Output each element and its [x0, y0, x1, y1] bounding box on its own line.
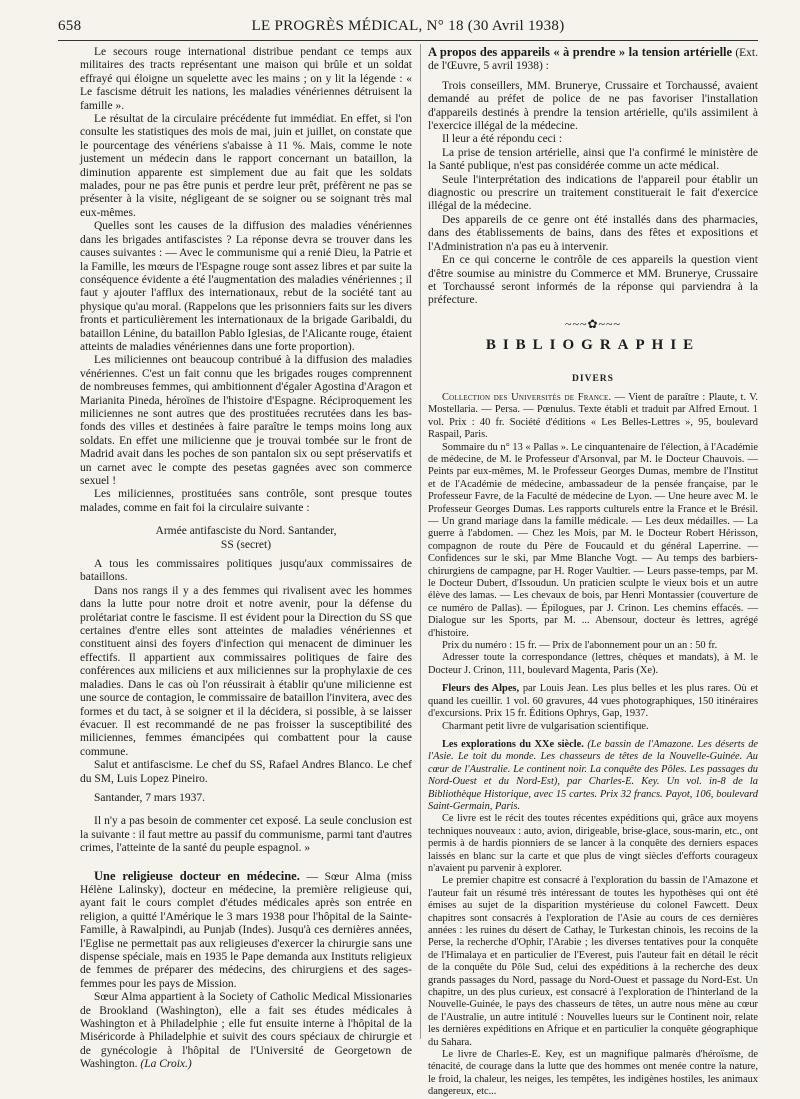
- paragraph: Le résultat de la circulaire précédente fut immédiat. En effet, si l'on consulte les statistiques des mois de mai, juin et juillet, on constate que le pourcentage des vénériens s'abaisse à 11 %. Mais, comme le note justement un médecin dans le rapport concernant un bataillon, la diminution apparente est simplement due au fait que les soldats malades, pour ne pas être punis et perdre leur prêt, préfèrent ne pas se présenter à la visite, négligeant de se soigner ou se soignant très mal eux-mêmes.: [80, 113, 412, 219]
- section-heading: BIBLIOGRAPHIE: [485, 337, 701, 354]
- bibliography-entry: Le premier chapitre est consacré à l'exploration du bassin de l'Amazone et l'auteur fait un résumé très intéressant de toutes les hypothèses qui ont été émises au sujet de la disparition mystérieuse du colonel Fawcett. Deux chapitres sont consacrés à l'exploration de l'Asie au cours de ces dernières années : les ruines du désert de Cathay, le Turkestan chinois, les recoins de la Perse, la recherche d'Ophir, l'Arabie ; les diverses tentatives pour la conquête de l'Himalaya et en particulier de l'Everest, puis l'auteur fait en détail le récit de la conquête du Pôle Sud, celui des expéditions à la recherche des deux grands passages du Nord, passage du Nord-Ouest et passage du Nord-Est. Un chapitre, un des plus curieux, est consacré à l'exploration de l'hinterland de la Nouvelle-Guinée, le pays des chasseurs de têtes, un autre nous mène au cœur de l'Australie, un autre intitulé : Nouvelles lueurs sur le Continent noir, relate les dernières expéditions en Afrique et en particulier la conquête géographique du Sahara.: [428, 875, 758, 1048]
- bibliography-entry: Adresser toute la correspondance (lettres, chèques et mandats), à M. le Docteur J. Crinon, 111, boulevard Magenta, Paris (Xe).: [428, 652, 758, 676]
- bibliography-entry: Charmant petit livre de vulgarisation scientifique.: [442, 720, 649, 732]
- right-column: [428, 46, 758, 1099]
- entry-text: — Vient de paraître : Plaute, t. V. Mostellaria. — Persa. — Pœnulus. Texte établi et traduit par Alfred Ernout. 1 vol. Prix : 40 fr. Société d'éditions « Les Belles-Lettres », 95, boulevard Raspail, Paris.: [428, 391, 758, 441]
- article-title: A propos des appareils « à prendre » la tension artérielle: [428, 45, 733, 59]
- paragraph: Il leur a été répondu ceci :: [442, 133, 563, 146]
- column-divider: [420, 44, 421, 1039]
- paragraph: Trois conseillers, MM. Brunerye, Crussaire et Torchaussé, avaient demandé au préfet de police de ne pas favoriser l'installation d'appareils destinés à prendre la tension artérielle, qu'ils assimilent à l'exercice illégal de la médecine.: [428, 79, 758, 133]
- section-ornament: ~~~✿~~~: [564, 316, 621, 331]
- article-tension: [428, 46, 758, 74]
- bibliography-entry: Ce livre est le récit des toutes récentes expéditions qui, grâce aux moyens techniques nouveaux : auto, avion, dirigeable, brise-glace, sous-marin, etc., ont permis à de hardis pionniers de se lancer à la conquête des derniers espaces laissés en blanc sur la carte et que plus de vingt siècles d'efforts courageux n'avaient pu parvenir à explorer.: [428, 813, 758, 874]
- bibliography-list: [428, 392, 758, 1099]
- signature-line: Salut et antifascisme. Le chef du SS, Rafael Andres Blanco. Le chef du SM, Luis Lopez Pineiro.: [80, 759, 412, 785]
- page-header: [58, 18, 758, 38]
- paragraph: La prise de tension artérielle, ainsi que l'a confirmé le ministère de la Santé publique, n'est pas considérée comme un acte médical.: [428, 146, 758, 173]
- bibliography-entry: Sommaire du n° 13 « Pallas ». Le cinquantenaire de l'élection, à l'Académie de médecine, de M. le Professeur d'Arsonval, par M. le Docteur Chauvois. — Peints par eux-mêmes, M. le Professeur Georges Dumas, membre de l'Institut et de l'Académie de médecine, ambassadeur de la pensée française, par le Professeur Favre, de la Faculté de médecine de Lyon. — Une heure avec M. le Professeur Georges Dumas. Les rapports culturels entre la France et le Brésil. — Un grand mariage dans la famille médicale. — Les deux médailles. — La guerre à l'abdomen. — Chez les Mois, par M. le Docteur Robert Hérisson, compagnon de route du Père de Foucauld et du général Laperrine. — Confidences sur le ski, par Mme Blanche Vogt. — Au temps des barbiers-chirurgiens de campagne, par H. Roger Vaultier. — Leurs passe-temps, par M. le Docteur Dubert, d'Issoudun. Un praticien sculpte le vieux bois et un autre élève des lamas. — Les chevaux de bois, par Henri Montassier (couverture de ce numéro de Pallas). — Épilogues, par J. Crinon. Les chemins effacés. — Dialogue sur les Sports, par M. ... Abensour, docteur ès lettres, agrégé d'histoire.: [428, 441, 758, 639]
- date-line: Santander, 7 mars 1937.: [94, 791, 206, 804]
- entry-lead: Collection des Universités de France.: [442, 391, 612, 403]
- paragraph: [80, 991, 412, 1071]
- paragraph: Des appareils de ce genre ont été installés dans des pharmacies, dans des établissements de bains, dans des fêtes et expositions et l'Administration n'a pas eu à intervenir.: [428, 213, 758, 253]
- article-source: (Ext. de l'Œuvre, 5 avril 1938) :: [428, 47, 758, 73]
- paragraph: En ce qui concerne le contrôle de ces appareils la question vient d'être soumise au ministre du Commerce et MM. Brunerye, Crussaire et Torchaussé seront informés de la réponse qui parviendra à la préfecture.: [428, 254, 758, 307]
- article-text: — Sœur Alma (miss Hélène Lalinsky), docteur en médecine, la première religieuse qui, ayant fait le cours complet d'études médicales après son entrée en religion, a quitté l'Amérique le 3 mars 1938 pour l'hôpital de la Sainte-Famille, à Rawalpindi, au Punjab (Indes). Jusqu'à ces dernières années, l'Eglise ne permettait pas aux religieuses d'exercer la chirurgie sans une dispense spéciale, mais en 1935 le Pape demanda aux Instituts religieux de femmes de préparer des médecins, des chirurgiens et des sages-femmes pour les pays de Mission.: [80, 870, 412, 990]
- paragraph: Seule l'interprétation des indications de l'appareil pour établir un diagnostic ou prescrire un traitement constituerait le fait d'exercice illégal de la médecine.: [428, 173, 758, 213]
- subsection-heading: DIVERS: [572, 373, 614, 384]
- left-column: [80, 46, 412, 1072]
- paragraph: Le secours rouge international distribue pendant ce temps aux militaires des tracts représentant une maison qui brûle et un soldat effrayé qui éloigne un squelette avec les mains ; on y lit la légende : « Le fascisme détruit les nations, les maladies vénériennes détruisent la famille ».: [80, 46, 412, 112]
- page-number: 658: [58, 18, 82, 34]
- paragraph: Quelles sont les causes de la diffusion des maladies vénériennes dans les brigades antifascistes ? La réponse devra se trouver dans les causes suivantes : — Avec le communisme qui a renié Dieu, la Patrie et la Famille, les mœurs de l'Espagne rouge sont assez libres et par suite la conséquence évidente a été l'augmentation des maladies vénériennes ; il faut y ajouter l'afflux des internationaux, rebut de la société tant au physique qu'au moral. (Rappelons que les prisonniers faits sur les divers fronts et particulièrement les internationaux de la brigade Garibaldi, du bataillon Lénine, du bataillon Pablo Iglesias, de l'Alicante rouge, étaient atteints de maladies vénériennes dans une forte proportion).: [80, 220, 412, 353]
- journal-title: LE PROGRÈS MÉDICAL, N° 18 (30 Avril 1938): [251, 18, 565, 34]
- article-title: Une religieuse docteur en médecine.: [94, 868, 300, 883]
- entry-lead: Fleurs des Alpes,: [442, 683, 520, 695]
- source-citation: (La Croix.): [140, 1058, 192, 1071]
- header-rule: [58, 40, 758, 41]
- bibliography-entry: Le livre de Charles-E. Key, est un magnifique palmarès d'héroïsme, de ténacité, de courage dans la lutte que des hommes ont menée contre la nature, le froid, la chaleur, les neiges, les tempêtes, les indigènes hostiles, les animaux dangereux, etc...: [428, 1049, 758, 1098]
- circular-subheading: SS (secret): [220, 538, 272, 551]
- entry-text: par Louis Jean. Les plus belles et les plus rares. Où et quand les cueillir. 1 vol. 60 gravures, 44 vues photographiques, 150 itinéraires d'excursions. Prix 15 fr. Éditions Ophrys, Gap, 1937.: [428, 683, 758, 720]
- paragraph: Les miliciennes ont beaucoup contribué à la diffusion des maladies vénériennes. C'est un fait connu que les brigades rouges comprennent de nombreuses femmes, qui ambitionnent d'égaler Agostina d'Aragon et Marianita Pineda, héroïnes de l'histoire d'Espagne. Réciproquement les miliciennes ne sont autres que des prostituées recrutées dans les bas-fonds des villes et destinées à faire paraître le temps moins long aux soldats. En effet une milicienne que je trouvai tombée sur le front de Madrid avait dans les poches de son pantalon six ou sept préservatifs et un carnet avec le compte des pesetas gagnées avec son commerce sexuel !: [80, 354, 412, 487]
- paragraph-text: Sœur Alma appartient à la Society of Catholic Medical Missionaries de Brookland (Washington), elle a fait ses études médicales à Washington et à Philadelphie ; elle fut ensuite interne à l'hôpital de la Miséricorde à Philadelphie et suivit des cours spéciaux de chirurgie et de gynécologie à l'hôpital de l'Université de Georgetown de Washington.: [80, 991, 412, 1071]
- article-nun: [80, 870, 412, 992]
- paragraph: Les miliciennes, prostituées sans contrôle, sont presque toutes malades, comme en fait foi la circulaire suivante :: [80, 488, 412, 514]
- bibliography-entry: [428, 683, 758, 720]
- bibliography-entry: [428, 392, 758, 442]
- bibliography-entry: Prix du numéro : 15 fr. — Prix de l'abonnement pour un an : 50 fr.: [442, 640, 718, 652]
- entry-lead: Les explorations du XXe siècle.: [442, 738, 584, 750]
- entry-text: (Le bassin de l'Amazone. Les déserts de l'Asie. Le toit du monde. Les chasseurs de têtes de la Nouvelle-Guinée. Au cœur de l'Australie. Le continent noir. La conquête des Pôles. Les passages du Nord-Ouest et du Nord-Est), par Charles-E. Key. Un vol. in-8 de la Bibliothèque Historique, avec 15 cartes. Prix 32 francs. Payot, 106, boulevard Saint-Germain, Paris.: [428, 738, 758, 812]
- paragraph: A tous les commissaires politiques jusqu'aux commissaires de bataillons.: [80, 558, 412, 584]
- bibliography-entry: [428, 739, 758, 813]
- circular-heading: Armée antifasciste du Nord. Santander,: [155, 525, 337, 538]
- paragraph: Dans nos rangs il y a des femmes qui rivalisent avec les hommes dans la lutte pour notre droit et notre avenir, pour la défense du prolétariat contre le fascisme. Il est évident pour la Direction du SS que certaines d'entre elles sont atteintes de maladies vénériennes et constituent ainsi des foyers d'infection qui menacent de diminuer les effectifs. Il appartient aux commissaires politiques de faire des conférences aux miliciens et aux miliciennes sur la prophylaxie de ces maladies. Dans le cas où l'on réussirait à établir qu'une milicienne est une source de contagion, le commissaire de bataillon l'invitera, avec des formes et du tact, à se soigner et il la décidera, si possible, à se laisser évacuer. Il est recommandé de ne pas froisser la susceptibilité des miliciennes, femmes émancipées qui combattent pour la cause commune.: [80, 584, 412, 758]
- paragraph: Il n'y a pas besoin de commenter cet exposé. La seule conclusion est la suivante : il faut mettre au passif du communisme, parmi tant d'autres crimes, l'atteinte de la santé du peuple espagnol. »: [80, 815, 412, 855]
